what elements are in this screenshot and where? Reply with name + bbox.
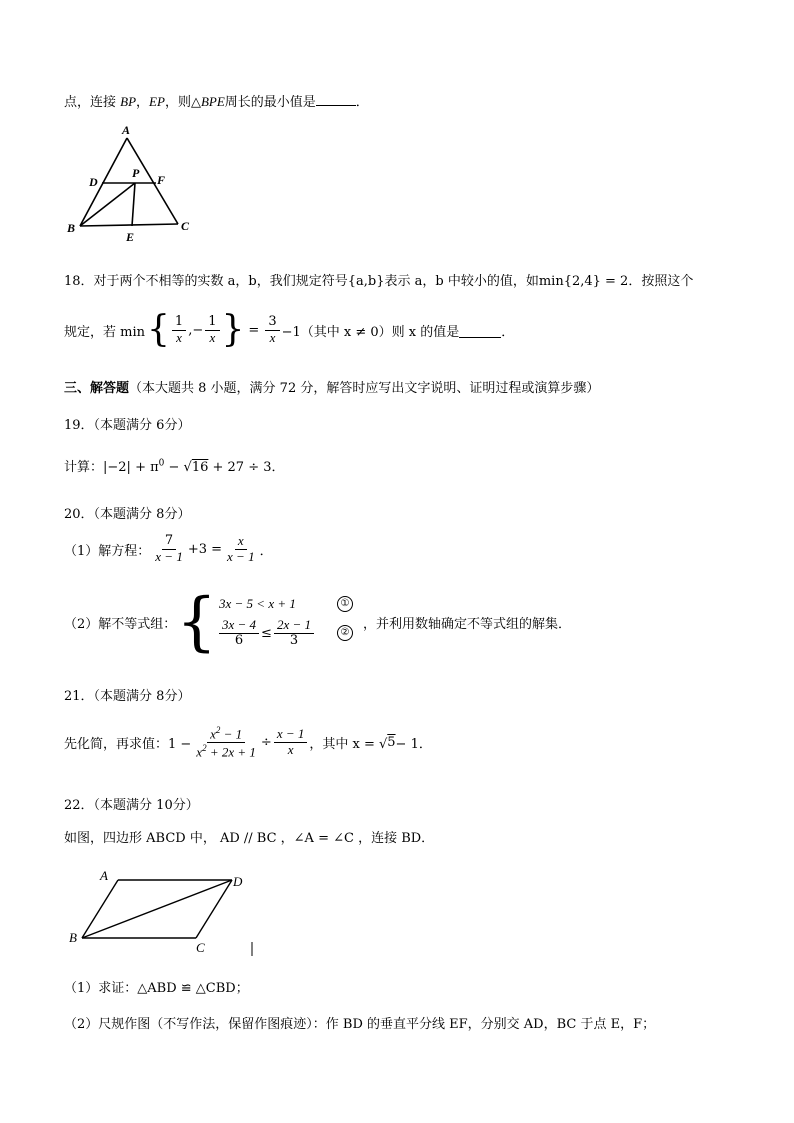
q21-div: ÷ [260, 735, 272, 751]
q17-bp: BP [120, 94, 137, 109]
q18-frac1 [172, 315, 186, 346]
q21-tail-b: − 1． [395, 737, 432, 753]
q21-f1-num-b: − 1 [220, 726, 243, 742]
q18-comma: ,− [188, 322, 204, 338]
q17-bpe: BPE [200, 94, 225, 109]
q20-p1-end: ． [259, 543, 273, 559]
q20-ineq2-frac2 [274, 618, 314, 649]
q20-p1-frac1-den: x − 1 [155, 548, 183, 564]
q21-frac1-den [193, 743, 259, 760]
q18-left-brace: { [147, 309, 170, 350]
q17-line [64, 91, 369, 110]
q17-ep: EP [149, 94, 165, 109]
q21-label: 先化简，再求值：1 − [64, 737, 192, 753]
q21-frac2-num: x − 1 [274, 727, 308, 743]
q22-heading: 22．（本题满分 10分） [64, 798, 199, 813]
q20-p1-label: （1）解方程： [64, 543, 151, 559]
q20-p1-mid: +3 = [187, 541, 223, 557]
q18-frac2 [205, 315, 219, 346]
q18-frac3 [265, 315, 279, 346]
section-3-title: 三、解答题 [64, 381, 130, 396]
label-b: B [69, 930, 77, 945]
q19-expression [64, 456, 285, 475]
label-b: B [67, 221, 76, 235]
q18-answer-blank[interactable] [459, 323, 501, 338]
q18-frac3-num: 3 [265, 315, 279, 331]
q22-part2: （2）尺规作图（不写作法，保留作图痕迹）：作 BD 的垂直平分线 EF，分别交 AD，BC 于点 E，F； [64, 1017, 656, 1032]
q20-ineq2-frac1 [219, 618, 259, 649]
q21-heading: 21．（本题满分 8分） [64, 689, 191, 704]
q20-p2-label: （2）解不等式组： [64, 616, 177, 632]
q17-text: 点，连接 [64, 95, 121, 110]
q18-right-brace: } [221, 309, 245, 350]
side-ab [80, 138, 127, 226]
diagonal-bd [82, 880, 232, 938]
q21-sqrt5: 5 [387, 735, 396, 751]
q20-ineq2-frac1-den: 6 [234, 632, 244, 648]
q20-ineq2-rel: ≤ [261, 625, 272, 641]
q18-line1: 18．对于两个不相等的实数 a，b，我们规定符号{a,b}表示 a，b 中较小的值，如min{2,4} = 2．按照这个 [64, 274, 694, 289]
q22-part1: （1）求证：△ABD ≌ △CBD； [64, 981, 249, 996]
label-d: D [233, 874, 243, 889]
q21-frac2-den: x [287, 742, 294, 758]
q21-f1-den-sup: 2 [202, 743, 207, 754]
q17-answer-blank[interactable] [316, 105, 356, 106]
label-d: D [89, 175, 98, 189]
label-f: F [157, 173, 166, 187]
q21-tail-a: ，其中 x = √ [309, 737, 388, 753]
side-cd [196, 880, 232, 938]
q20-p1-frac2 [224, 534, 258, 565]
q21-f1-num-sup: 2 [215, 725, 221, 735]
q19-expr-b: − √ [164, 460, 192, 475]
q19-label: 计算： [64, 460, 104, 475]
q20-ineq2-mark: ② [337, 625, 353, 641]
q20-heading: 20．（本题满分 8分） [64, 507, 191, 522]
segment-bp [80, 183, 135, 226]
q20-ineq2-frac2-den: 3 [289, 632, 299, 648]
q21-expression [64, 725, 432, 761]
q21-f1-den-a: x [196, 744, 203, 760]
q20-p1-frac2-num: x [235, 534, 247, 550]
q18-frac1-den: x [176, 329, 182, 345]
side-ac [127, 138, 178, 224]
q20-system-brace: { [176, 585, 217, 659]
label-a: A [122, 123, 131, 137]
q17-triangle-figure [60, 120, 200, 245]
label-a: A [100, 868, 108, 883]
q19-exp: 0 [158, 458, 165, 469]
section-3-note: （本大题共 8 小题，满分 72 分，解答时应写出文字说明、证明过程或演算步骤） [129, 381, 600, 396]
side-ab [82, 880, 118, 938]
q21-frac2 [274, 727, 308, 758]
q21-frac1 [193, 725, 259, 761]
q20-system [219, 596, 353, 649]
q18-frac2-den: x [209, 329, 216, 345]
q17-text-c: 周长的最小值是 [224, 95, 316, 110]
q22-statement: 如图，四边形 ABCD 中， AD // BC ，∠A = ∠C ，连接 BD． [64, 831, 435, 846]
q22-parallelogram-figure [60, 860, 260, 960]
q20-ineq2-frac2-num: 2x − 1 [274, 618, 314, 634]
q20-p1-frac2-den: x − 1 [227, 548, 255, 564]
q20-ineq1-mark: ① [337, 596, 353, 612]
q20-part1 [64, 534, 273, 565]
q20-p2-end: ，并利用数轴确定不等式组的解集． [363, 616, 572, 632]
q18-frac2-num: 1 [205, 315, 219, 331]
q18-frac3-den: x [269, 329, 276, 345]
q17-sep: ， [136, 95, 150, 110]
q20-ineq1-row [219, 596, 353, 612]
q19-expr-c: + 27 ÷ 3． [208, 460, 285, 475]
q21-f1-num-a: x [210, 726, 216, 742]
label-c: C [181, 219, 190, 233]
q20-p1-frac1-num: 7 [162, 534, 176, 550]
q18-eq: = [248, 322, 260, 338]
q20-ineq2-frac1-num: 3x − 4 [219, 618, 259, 634]
q20-ineq2-row [219, 618, 353, 649]
segment-pe [132, 183, 135, 226]
q18-frac1-num: 1 [172, 315, 186, 331]
q19-heading: 19．（本题满分 6分） [64, 418, 191, 433]
q18-text: 规定，若 min [64, 324, 145, 340]
q21-frac1-num [207, 725, 245, 743]
q18-end: ． [501, 324, 515, 340]
q18-line2 [64, 309, 515, 350]
q21-f1-den-b: + 2x + 1 [206, 744, 256, 760]
label-e: E [126, 230, 135, 244]
q17-end: ． [355, 95, 369, 110]
section-3-heading [64, 377, 599, 396]
q20-ineq2 [219, 618, 337, 649]
q20-part2 [64, 585, 572, 659]
side-bc [80, 224, 178, 226]
label-p: P [132, 166, 140, 180]
q20-ineq1: 3x − 5 < x + 1 [219, 595, 296, 611]
q18-tail: −1（其中 x ≠ 0）则 x 的值是 [281, 324, 460, 340]
q19-expr-a: |−2| + π [103, 460, 159, 475]
q17-text-b: ，则△ [164, 95, 201, 110]
q20-p1-frac1 [152, 534, 186, 565]
q19-sqrt16: 16 [191, 460, 209, 475]
label-c: C [196, 940, 205, 955]
